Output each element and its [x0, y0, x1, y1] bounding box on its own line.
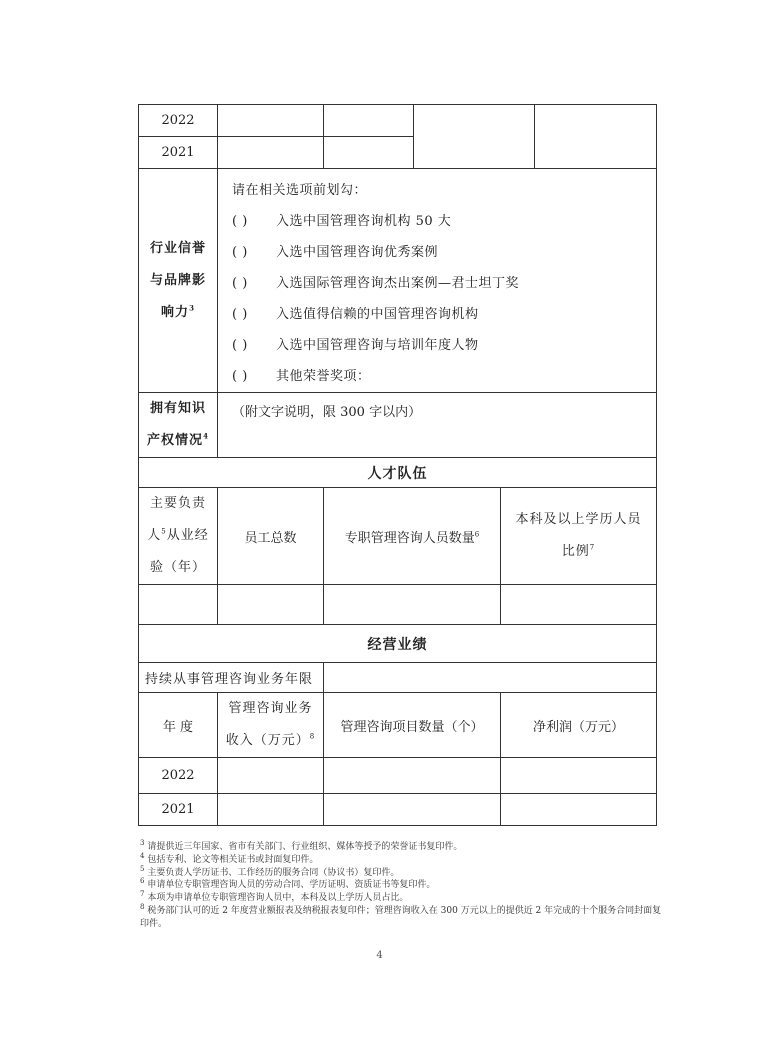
label-line: 产权情况: [147, 433, 204, 448]
footnote: [140, 841, 670, 854]
ip-row: [139, 393, 657, 458]
checkbox-paren[interactable]: ( ): [232, 214, 248, 229]
label-line: 行业信誉: [149, 240, 206, 256]
checkbox-paren[interactable]: ( ): [232, 245, 248, 260]
footnote-text: 申请单位专职管理咨询人员的劳动合同、学历证明、资质证书等复印件。: [147, 880, 436, 891]
business-heading: 经营业绩: [139, 625, 657, 663]
option-label: 入选中国管理咨询优秀案例: [276, 245, 439, 260]
header-line: 主要负责: [149, 496, 206, 511]
data-cell[interactable]: [139, 585, 218, 625]
footnote-num: 3: [140, 839, 145, 847]
business-col-year: 年 度: [139, 693, 218, 758]
section-heading-row: [139, 458, 657, 488]
header-line: 本科及以上学历人员: [515, 512, 642, 527]
footnote-num: 7: [140, 890, 145, 899]
business-col-profit: 净利润（万元）: [501, 693, 657, 758]
label-line: 拥有知识: [149, 401, 206, 416]
option-item[interactable]: [218, 330, 656, 361]
option-label: 入选中国管理咨询与培训年度人物: [276, 338, 479, 353]
header-line: 从业经: [166, 528, 209, 543]
option-item[interactable]: [218, 206, 656, 237]
data-cell[interactable]: [324, 585, 501, 625]
footnote-text: 包括专利、论文等相关证书或封面复印件。: [147, 854, 319, 865]
option-label: 入选国际管理咨询杰出案例—君士坦丁奖: [276, 276, 520, 291]
header-line: 人: [147, 528, 162, 543]
option-item[interactable]: [218, 361, 656, 392]
team-data-row: [139, 585, 657, 625]
ip-label: [139, 393, 218, 458]
data-cell[interactable]: [324, 137, 414, 169]
team-col-consultants: [324, 488, 501, 585]
reputation-options: [218, 169, 657, 393]
option-item[interactable]: [218, 237, 656, 268]
checkbox-paren[interactable]: ( ): [232, 369, 248, 384]
reputation-row: [139, 169, 657, 393]
data-cell[interactable]: [218, 137, 324, 169]
footnote: [140, 879, 670, 892]
ip-input-cell[interactable]: [218, 393, 657, 458]
footnote: [140, 892, 670, 905]
footnote-num: 8: [140, 902, 145, 911]
table-row: [139, 105, 657, 137]
footnote-text: 主要负责人学历证书、工作经历的服务合同（协议书）复印件。: [147, 867, 400, 878]
label-line: 响力: [161, 304, 190, 320]
year-cell: 2022: [139, 758, 218, 794]
data-cell[interactable]: [324, 105, 414, 137]
business-col-income: [218, 693, 324, 758]
years-input-cell[interactable]: [324, 663, 657, 693]
option-label: 入选值得信赖的中国管理咨询机构: [276, 307, 479, 322]
footnote-mark: 8: [309, 732, 316, 741]
checkbox-paren[interactable]: ( ): [232, 307, 248, 322]
footnote-text: 请提供近三年国家、省市有关部门、行业组织、媒体等授予的荣誉证书复印件。: [147, 842, 463, 852]
team-col-degree: [501, 488, 657, 585]
footnote-mark: 6: [474, 530, 480, 539]
data-cell[interactable]: [535, 105, 657, 169]
team-heading: 人才队伍: [139, 458, 657, 488]
application-form-table: [138, 104, 657, 826]
data-cell[interactable]: [218, 758, 324, 794]
checkbox-paren[interactable]: ( ): [232, 276, 248, 291]
footnote-mark: 5: [161, 527, 167, 536]
footnotes: [140, 841, 670, 931]
label-line: 与品牌影: [149, 272, 206, 288]
header-line: 管理咨询业务: [228, 701, 313, 716]
footnote-num: 4: [140, 851, 145, 860]
header-text: 专职管理咨询人员数量: [344, 530, 475, 546]
year-cell: 2021: [139, 794, 218, 826]
header-line: 验（年）: [149, 560, 206, 575]
data-cell[interactable]: [218, 105, 324, 137]
header-line: 收入（万元）: [225, 733, 310, 748]
header-line: 比例: [561, 544, 590, 559]
footnote-text: 本项为申请单位专职管理咨询人员中，本科及以上学历人员占比。: [147, 893, 409, 904]
years-label: 持续从事管理咨询业务年限: [139, 663, 324, 693]
table-row: [139, 758, 657, 794]
business-header-row: [139, 693, 657, 758]
years-row: [139, 663, 657, 693]
footnote: [140, 902, 670, 931]
footnote-num: 5: [140, 864, 145, 873]
data-cell[interactable]: [324, 794, 501, 826]
team-col-experience: [139, 488, 218, 585]
team-col-staff: 员工总数: [218, 488, 324, 585]
data-cell[interactable]: [218, 585, 324, 625]
option-label: 入选中国管理咨询机构 50 大: [276, 214, 452, 229]
footnote-num: 6: [140, 877, 145, 886]
footnote-mark: 4: [203, 431, 209, 441]
data-cell[interactable]: [218, 794, 324, 826]
section-heading-row: [139, 625, 657, 663]
data-cell[interactable]: [501, 585, 657, 625]
footnote-text: 税务部门认可的近 2 年度营业额报表及纳税报表复印件；管理咨询收入在 300 万元以上的提供近 2 年完成的十个服务合同封面复印件。: [140, 905, 662, 929]
footnote: [140, 851, 670, 867]
year-cell: 2021: [139, 137, 218, 169]
footnote-mark: 7: [589, 543, 596, 552]
data-cell[interactable]: [324, 758, 501, 794]
footnote: [140, 864, 670, 880]
business-col-projects: 管理咨询项目数量（个）: [324, 693, 501, 758]
option-item[interactable]: [218, 299, 656, 330]
team-header-row: [139, 488, 657, 585]
instruction-text: 请在相关选项前划勾：: [232, 183, 368, 198]
footnote-mark: 3: [189, 303, 195, 313]
data-cell[interactable]: [501, 794, 657, 826]
data-cell[interactable]: [414, 105, 535, 169]
option-item[interactable]: [218, 268, 656, 299]
option-label: 其他荣誉奖项：: [276, 369, 371, 384]
data-cell[interactable]: [501, 758, 657, 794]
year-cell: 2022: [139, 105, 218, 137]
reputation-label: [139, 169, 218, 393]
table-row: [139, 794, 657, 826]
checkbox-paren[interactable]: ( ): [232, 338, 248, 353]
page-number: 4: [376, 950, 383, 961]
ip-instruction: （附文字说明，限 300 字以内）: [232, 405, 422, 420]
